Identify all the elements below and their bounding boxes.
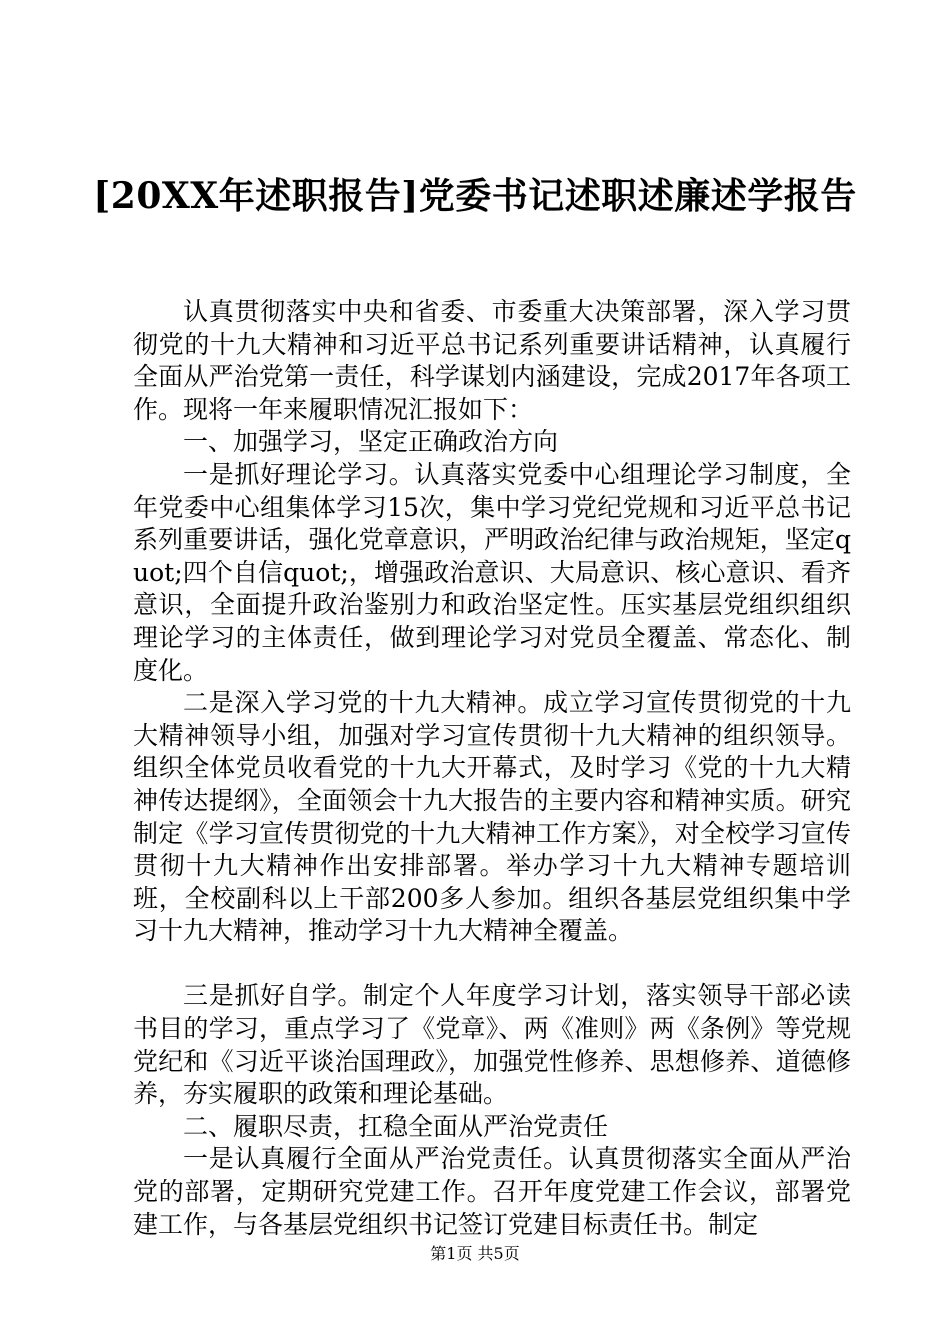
paragraph-nineteenth-congress: 二是深入学习党的十九大精神。成立学习宣传贯彻党的十九大精神领导小组，加强对学习宣传贯彻十九大精神的组织领导。组织全体党员收看党的十九大开幕式，及时学习《党的十九大精神传达提纲》，全面领会十九大报告的主要内容和精神实质。研究制定《学习宣传贯彻党的十九大精神工作方案》，对全校学习宣传贯彻十九大精神作出安排部署。举办学习十九大精神专题培训班，全校副科以上干部200多人参加。组织各基层党组织集中学习十九大精神，推动学习十九大精神全覆盖。 (133, 688, 851, 946)
document-title: [20XX年述职报告]党委书记述职述廉述学报告 (93, 175, 857, 217)
paragraph-theory-study: 一是抓好理论学习。认真落实党委中心组理论学习制度，全年党委中心组集体学习15次，集中学习党纪党规和习近平总书记系列重要讲话，强化党章意识，严明政治纪律与政治规矩，坚定quot;四个自信quot;，增强政治意识、大局意识、核心意识、看齐意识，全面提升政治鉴别力和政治坚定性。压实基层党组织组织理论学习的主体责任，做到理论学习对党员全覆盖、常态化、制度化。 (133, 459, 851, 685)
paragraph-self-study: 三是抓好自学。制定个人年度学习计划，落实领导干部必读书目的学习，重点学习了《党章》、两《准则》两《条例》等党规党纪和《习近平谈治国理政》，加强党性修养、思想修养、道德修养，夯实履职的政策和理论基础。 (133, 981, 851, 1109)
section-heading-2: 二、履职尽责，扛稳全面从严治党责任 (183, 1111, 609, 1141)
section-heading-1: 一、加强学习，坚定正确政治方向 (183, 427, 559, 457)
paragraph-party-responsibility: 一是认真履行全面从严治党责任。认真贯彻落实全面从严治党的部署，定期研究党建工作。召开年度党建工作会议，部署党建工作，与各基层党组织书记签订党建目标责任书。制定 (133, 1144, 851, 1239)
paragraph-intro: 认真贯彻落实中央和省委、市委重大决策部署，深入学习贯彻党的十九大精神和习近平总书记系列重要讲话精神，认真履行全面从严治党第一责任，科学谋划内涵建设，完成2017年各项工作。现将一年来履职情况汇报如下： (133, 297, 851, 424)
page-footer: 第1页 共5页 (430, 1244, 520, 1263)
document-body (133, 296, 851, 1241)
